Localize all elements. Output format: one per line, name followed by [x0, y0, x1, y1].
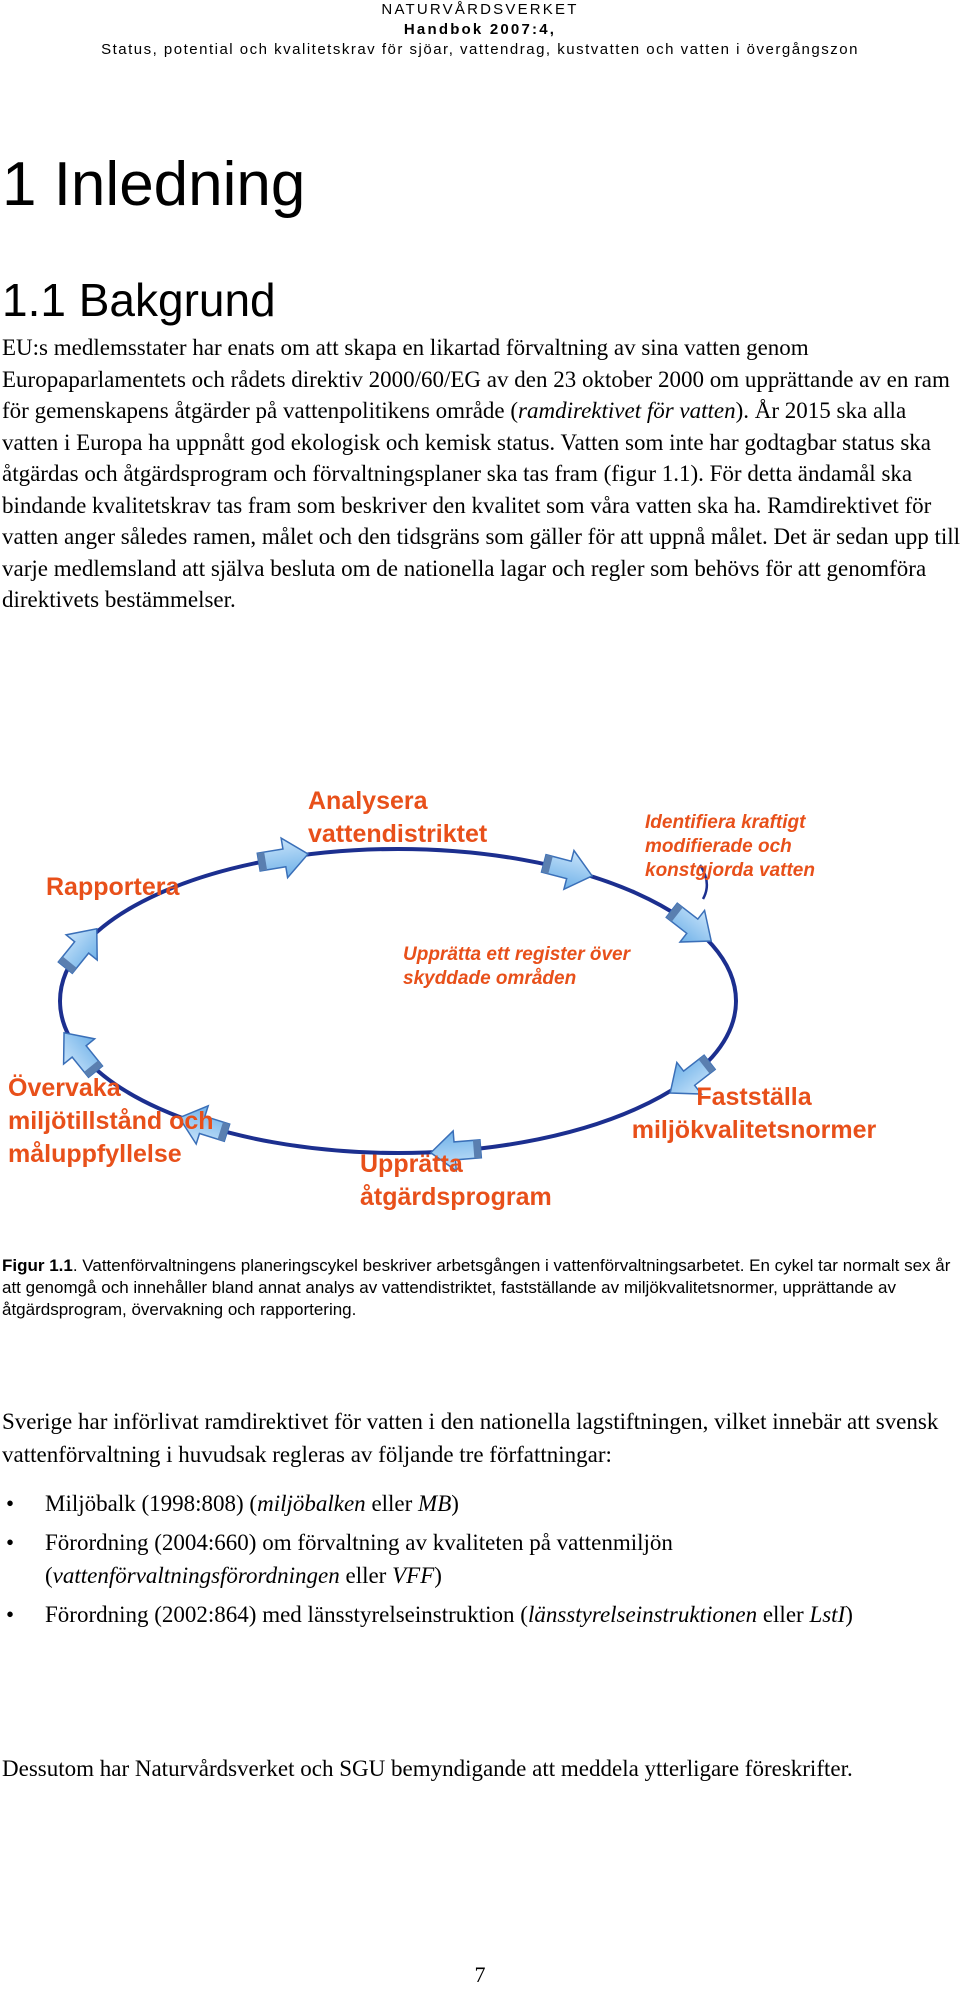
legislation-list — [0, 1487, 940, 1637]
header-subtitle: Status, potential och kvalitetskrav för sjöar, vattendrag, kustvatten och vatten i övergångszon — [101, 41, 859, 58]
list-item: • Förordning (2002:864) med länsstyrelseinstruktion (länsstyrelseinstruktionen eller LstI) — [0, 1598, 940, 1631]
header-publisher: NATURVÅRDSVERKET — [381, 1, 579, 18]
running-header — [0, 0, 960, 60]
caption-label: Figur 1.1 — [2, 1256, 73, 1275]
header-handbook: Handbok 2007:4, — [403, 21, 557, 38]
bullet-icon: • — [6, 1530, 15, 1555]
label-overvaka: Övervaka miljötillstånd och måluppfyllelse — [8, 1074, 214, 1168]
intro-text-b: ). År 2015 ska alla vatten i Europa ha uppnått god ekologisk och kemisk status. Vatten som inte har godtagbar status ska åtgärdas och åtgärdsprogram och förvaltningsplaner ska tas fram (figur 1.1). För detta ändamål ska bindande kvalitetskrav tas fram som beskriver den kvalitet som våra vatten ska ha. Ramdirektivet för vatten anger således ramen, målet och den tidsgräns som gäller för att uppnå målet. Det är sedan upp till varje medlemsland att själva besluta om de nationella lagar och regler som behövs för att genomföra direktivets bestämmelser. — [2, 398, 960, 612]
label-upprata: Upprätta åtgärdsprogram — [360, 1150, 552, 1211]
intro-term: ramdirektivet för vatten — [518, 398, 736, 423]
intro-text-a: EU:s medlemsstater har enats om att skapa en likartad förvaltning av sina vatten genom Europaparlamentets och rådets direktiv 2000/60/EG av den 23 oktober 2000 om upprättande av en ram för gemenskapens åtgärder på vattenpolitikens område ( — [2, 335, 950, 423]
label-rapportera: Rapportera — [46, 873, 180, 901]
cycle-arrow — [255, 834, 311, 882]
section-title: 1.1 Bakgrund — [2, 274, 276, 326]
label-faststalla: Fastställa miljökvalitetsnormer — [631, 1083, 877, 1144]
bullet-icon: • — [6, 1602, 15, 1627]
figure-caption — [2, 1255, 957, 1321]
label-analysera: Analysera vattendistriktet — [308, 787, 488, 848]
label-register: Upprätta ett register över skyddade områden — [403, 944, 631, 989]
list-item: • Miljöbalk (1998:808) (miljöbalken eller MB) — [0, 1487, 940, 1520]
closing-paragraph: Dessutom har Naturvårdsverket och SGU bemyndigande att meddela ytterligare föreskrifter. — [2, 1756, 853, 1781]
legislation-paragraph: Sverige har införlivat ramdirektivet för vatten i den nationella lagstiftningen, vilket innebär att svensk vattenförvaltning i huvudsak regleras av följande tre författningar: — [2, 1409, 939, 1467]
bullet-icon: • — [6, 1491, 15, 1516]
chapter-title: 1 Inledning — [2, 150, 306, 219]
page-number: 7 — [474, 1962, 486, 1987]
intro-paragraph — [2, 332, 960, 616]
caption-text: . Vattenförvaltningens planeringscykel beskriver arbetsgången i vattenförvaltningsarbetet. En cykel tar normalt sex år att genomgå och innehåller bland annat analys av vattendistriktet, fastställande av miljökvalitetsnormer, upprättande av åtgärdsprogram, övervakning och rapportering. — [2, 1256, 951, 1319]
cycle-arrow — [539, 844, 597, 895]
list-item: • Förordning (2004:660) om förvaltning av kvaliteten på vattenmiljön (vattenförvaltningsförordningen eller VFF) — [0, 1526, 940, 1592]
label-identifiera: Identifiera kraftigt modifierade och konstgjorda vatten — [645, 812, 815, 881]
planning-cycle-diagram — [0, 765, 960, 1225]
